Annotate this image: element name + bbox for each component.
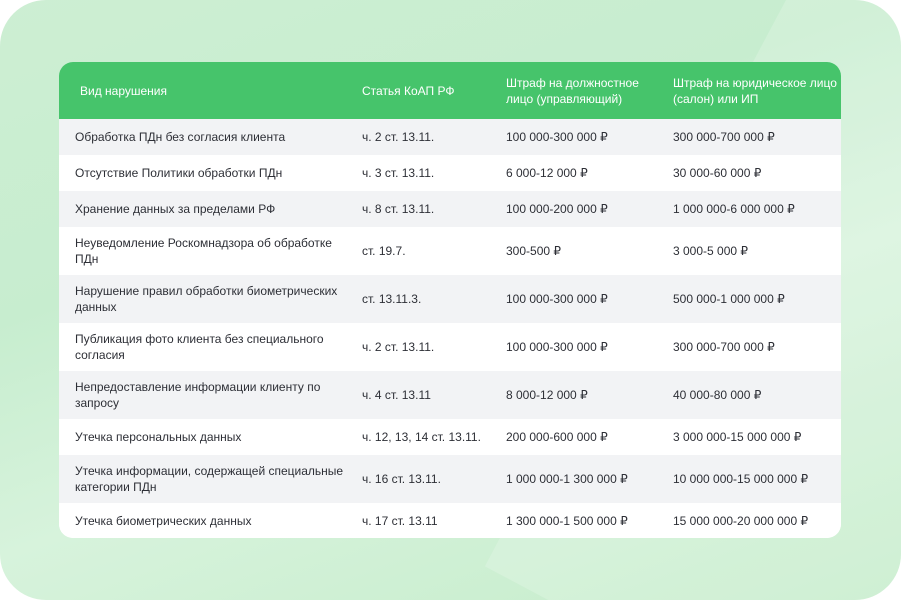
cell-violation: Обработка ПДн без согласия клиента <box>75 130 286 144</box>
header-fine-official: Штраф на должностное лицо (управляющий) <box>506 75 639 106</box>
cell-fine-legal: 300 000-700 000 ₽ <box>673 340 775 354</box>
cell-article: ч. 8 ст. 13.11. <box>362 202 435 216</box>
cell-article: ст. 19.7. <box>362 244 406 258</box>
cell-fine-legal: 3 000 000-15 000 000 ₽ <box>673 430 802 444</box>
cell-fine-official: 300-500 ₽ <box>506 244 562 258</box>
cell-violation: Отсутствие Политики обработки ПДн <box>75 166 283 180</box>
header-article: Статья КоАП РФ <box>362 83 455 98</box>
table-row <box>59 227 841 275</box>
cell-fine-official: 100 000-300 000 ₽ <box>506 130 608 144</box>
table-row <box>59 155 841 191</box>
table-row <box>59 503 841 538</box>
table-header-row <box>59 62 841 119</box>
cell-fine-official: 100 000-200 000 ₽ <box>506 202 608 216</box>
cell-violation: Утечка персональных данных <box>75 430 242 444</box>
cell-fine-official: 100 000-300 000 ₽ <box>506 340 608 354</box>
cell-fine-official: 1 000 000-1 300 000 ₽ <box>506 472 628 486</box>
cell-article: ч. 4 ст. 13.11 <box>362 388 431 402</box>
fines-table <box>59 62 841 538</box>
cell-article: ст. 13.11.3. <box>362 292 422 306</box>
cell-fine-legal: 1 000 000-6 000 000 ₽ <box>673 202 795 216</box>
cell-fine-legal: 15 000 000-20 000 000 ₽ <box>673 514 809 528</box>
cell-article: ч. 16 ст. 13.11. <box>362 472 441 486</box>
cell-fine-legal: 30 000-60 000 ₽ <box>673 166 762 180</box>
cell-fine-legal: 3 000-5 000 ₽ <box>673 244 749 258</box>
table-row <box>59 275 841 323</box>
cell-fine-legal: 10 000 000-15 000 000 ₽ <box>673 472 809 486</box>
cell-fine-legal: 300 000-700 000 ₽ <box>673 130 775 144</box>
cell-fine-official: 1 300 000-1 500 000 ₽ <box>506 514 628 528</box>
table-row <box>59 191 841 227</box>
table-row <box>59 119 841 155</box>
cell-article: ч. 2 ст. 13.11. <box>362 340 435 354</box>
cell-fine-legal: 500 000-1 000 000 ₽ <box>673 292 785 306</box>
cell-violation: Неуведомление Роскомнадзора об обработке ПДн <box>75 236 332 266</box>
cell-violation: Хранение данных за пределами РФ <box>75 202 276 216</box>
table-row <box>59 323 841 371</box>
cell-article: ч. 3 ст. 13.11. <box>362 166 435 180</box>
header-violation-type: Вид нарушения <box>80 83 168 98</box>
fines-table-card <box>59 62 841 538</box>
table-row <box>59 419 841 455</box>
cell-article: ч. 2 ст. 13.11. <box>362 130 435 144</box>
header-fine-legal-entity: Штраф на юридическое лицо (салон) или ИП <box>673 75 837 106</box>
cell-fine-official: 200 000-600 000 ₽ <box>506 430 608 444</box>
cell-violation: Публикация фото клиента без специального согласия <box>75 332 324 362</box>
cell-article: ч. 17 ст. 13.11 <box>362 514 438 528</box>
table-row <box>59 371 841 419</box>
cell-fine-official: 6 000-12 000 ₽ <box>506 166 588 180</box>
table-row <box>59 455 841 503</box>
cell-fine-official: 8 000-12 000 ₽ <box>506 388 588 402</box>
cell-violation: Утечка информации, содержащей специальные категории ПДн <box>75 464 344 494</box>
cell-violation: Утечка биометрических данных <box>75 514 252 528</box>
cell-article: ч. 12, 13, 14 ст. 13.11. <box>362 430 481 444</box>
cell-fine-official: 100 000-300 000 ₽ <box>506 292 608 306</box>
cell-violation: Непредоставление информации клиенту по запросу <box>75 380 321 410</box>
cell-fine-legal: 40 000-80 000 ₽ <box>673 388 762 402</box>
cell-violation: Нарушение правил обработки биометрических данных <box>75 284 338 314</box>
